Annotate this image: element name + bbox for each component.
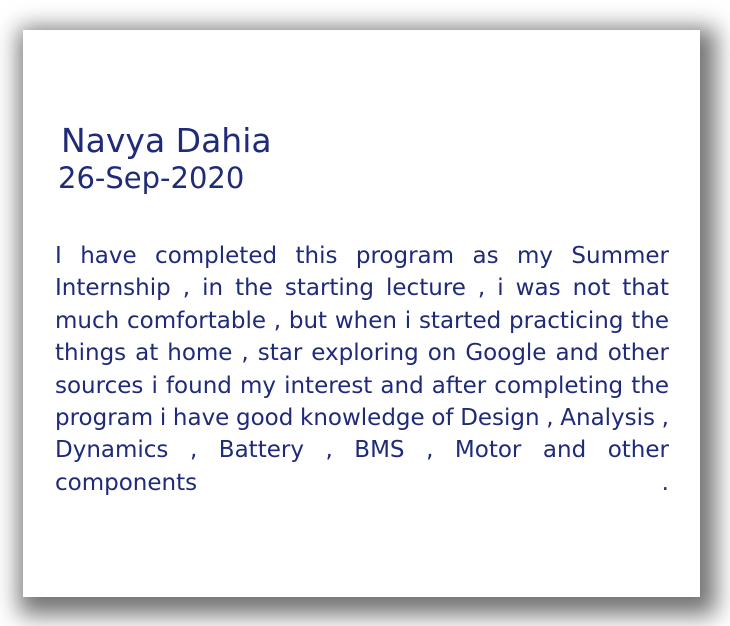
testimonial-date: 26-Sep-2020	[58, 161, 245, 195]
author-name: Navya Dahia	[61, 121, 272, 160]
testimonial-card	[23, 30, 700, 597]
testimonial-text: I have completed this program as my Summer Internship , in the starting lecture , i was not that much comfortable , but when i started practicing the things at home , star exploring on Google and other sources i found my interest and after completing the program i have good knowledge of Design , Analysis , Dynamics , Battery , BMS , Motor and other components .	[55, 243, 669, 496]
